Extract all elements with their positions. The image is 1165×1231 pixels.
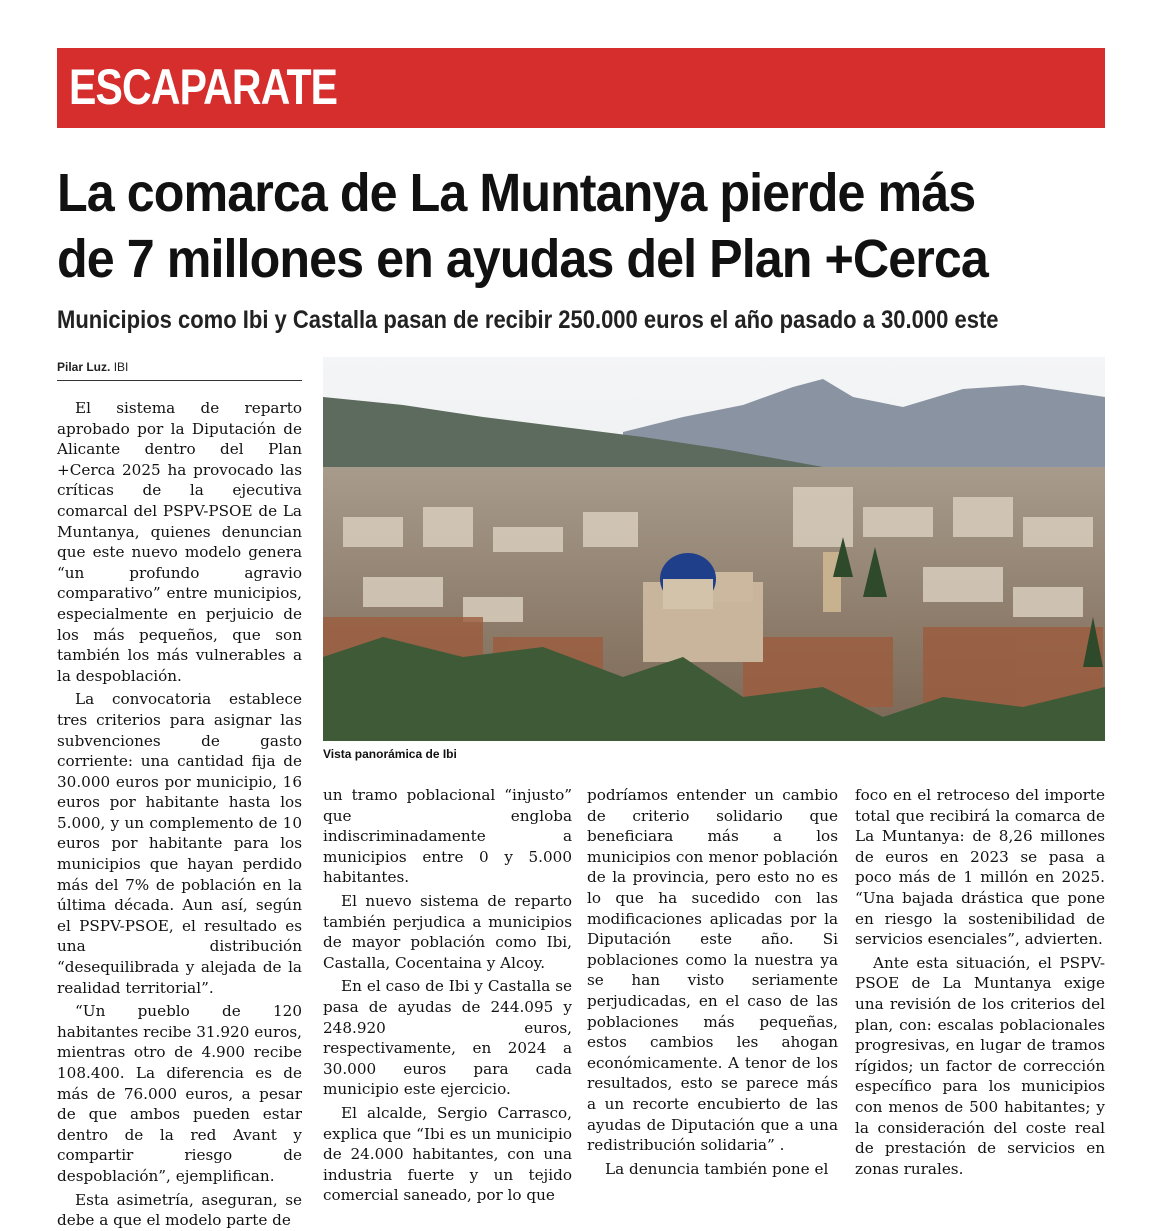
photo-caption: Vista panorámica de Ibi bbox=[323, 747, 457, 761]
headline bbox=[57, 160, 1080, 292]
subheadline: Municipios como Ibi y Castalla pasan de recibir 250.000 euros el año pasado a 30.000 este bbox=[57, 306, 999, 334]
photo-illustration bbox=[323, 357, 1105, 741]
paragraph: El alcalde, Sergio Carrasco, explica que “Ibi es un municipio de 24.000 habitantes, con una industria fuerte y un tejido comercial saneado, por lo que bbox=[323, 1103, 572, 1205]
article-column-2 bbox=[323, 785, 572, 1206]
paragraph: “Un pueblo de 120 habitantes recibe 31.920 euros, mientras otro de 4.900 recibe 108.400. La diferencia es de más de 76.000 euros, a pesar de que ambos pueden estar dentro de la red Avant y compartir riesgo de despoblación”, ejemplifican. bbox=[57, 1002, 302, 1185]
paragraph: un tramo poblacional “injusto” que engloba indiscriminadamente a municipios entre 0 y 5.000 habitantes. bbox=[323, 786, 572, 887]
section-banner bbox=[57, 48, 1105, 128]
byline-author: Pilar Luz. bbox=[57, 360, 111, 374]
byline-place: IBI bbox=[113, 360, 129, 374]
section-label: ESCAPARATE bbox=[69, 59, 338, 115]
paragraph: En el caso de Ibi y Castalla se pasa de ayudas de 244.095 y 248.920 euros, respectivamente, en 2024 a 30.000 euros para cada municipio este ejercicio. bbox=[323, 977, 572, 1099]
paragraph: La convocatoria establece tres criterios para asignar las subvenciones de gasto corriente: una cantidad fija de 30.000 euros por municipio, 16 euros por habitante hasta los 5.000, y un complemento de 10 euros por habitante para los municipios que hayan perdido más del 7% de población en la última década. Aun así, según el PSPV-PSOE, el resultado es una distribución “desequilibrada y alejada de la realidad territorial”. bbox=[57, 690, 302, 997]
paragraph: foco en el retroceso del importe total que recibirá la comarca de La Muntanya: de 8,26 millones de euros en 2023 se pasa a poco más de 1 millón en 2025. “Una bajada drástica que pone en riesgo la sostenibilidad de servicios esenciales”, advierten. bbox=[855, 786, 1105, 949]
paragraph: El sistema de reparto aprobado por la Diputación de Alicante dentro del Plan +Cerca 2025 ha provocado las críticas de la ejecutiva comarcal del PSPV-PSOE de La Muntanya, quienes denuncian que este nuevo modelo genera “un profundo agravio comparativo” entre municipios, especialmente en perjuicio de los más pequeños, que son también los más vulnerables a la despoblación. bbox=[57, 399, 302, 685]
article-column-1 bbox=[57, 398, 302, 1231]
article-column-4 bbox=[855, 785, 1105, 1179]
paragraph: podríamos entender un cambio de criterio solidario que beneficiara más a los municipios con menor población de la provincia, pero esto no es lo que ha sucedido con las modificaciones aplicadas por la Diputación este año. Si poblaciones como la nuestra ya se han visto seriamente perjudicadas, en el caso de las poblaciones más pequeñas, estos cambios les ahogan económicamente. A tenor de los resultados, esto se parece más a un recorte encubierto de las ayudas de Diputación que a una redistribución solidaria” . bbox=[587, 786, 838, 1155]
paragraph: Esta asimetría, aseguran, se debe a que el modelo parte de bbox=[57, 1190, 302, 1230]
paragraph: Ante esta situación, el PSPV-PSOE de La Muntanya exige una revisión de los criterios del plan, con: escalas poblacionales progresivas, en lugar de tramos rígidos; un factor de corrección específico para los municipios con menos de 500 habitantes; y la consideración del coste real de prestación de servicios en zonas rurales. bbox=[855, 953, 1105, 1178]
headline-line-2: de 7 millones en ayudas del Plan +Cerca bbox=[57, 229, 988, 289]
article-column-3 bbox=[587, 785, 838, 1179]
cityscape-photo bbox=[323, 357, 1105, 741]
paragraph: El nuevo sistema de reparto también perjudica a municipios de mayor población como Ibi, Castalla, Cocentaina y Alcoy. bbox=[323, 891, 572, 972]
paragraph: La denuncia también pone el bbox=[605, 1159, 829, 1178]
headline-line-1: La comarca de La Muntanya pierde más bbox=[57, 163, 976, 223]
byline bbox=[57, 360, 302, 381]
